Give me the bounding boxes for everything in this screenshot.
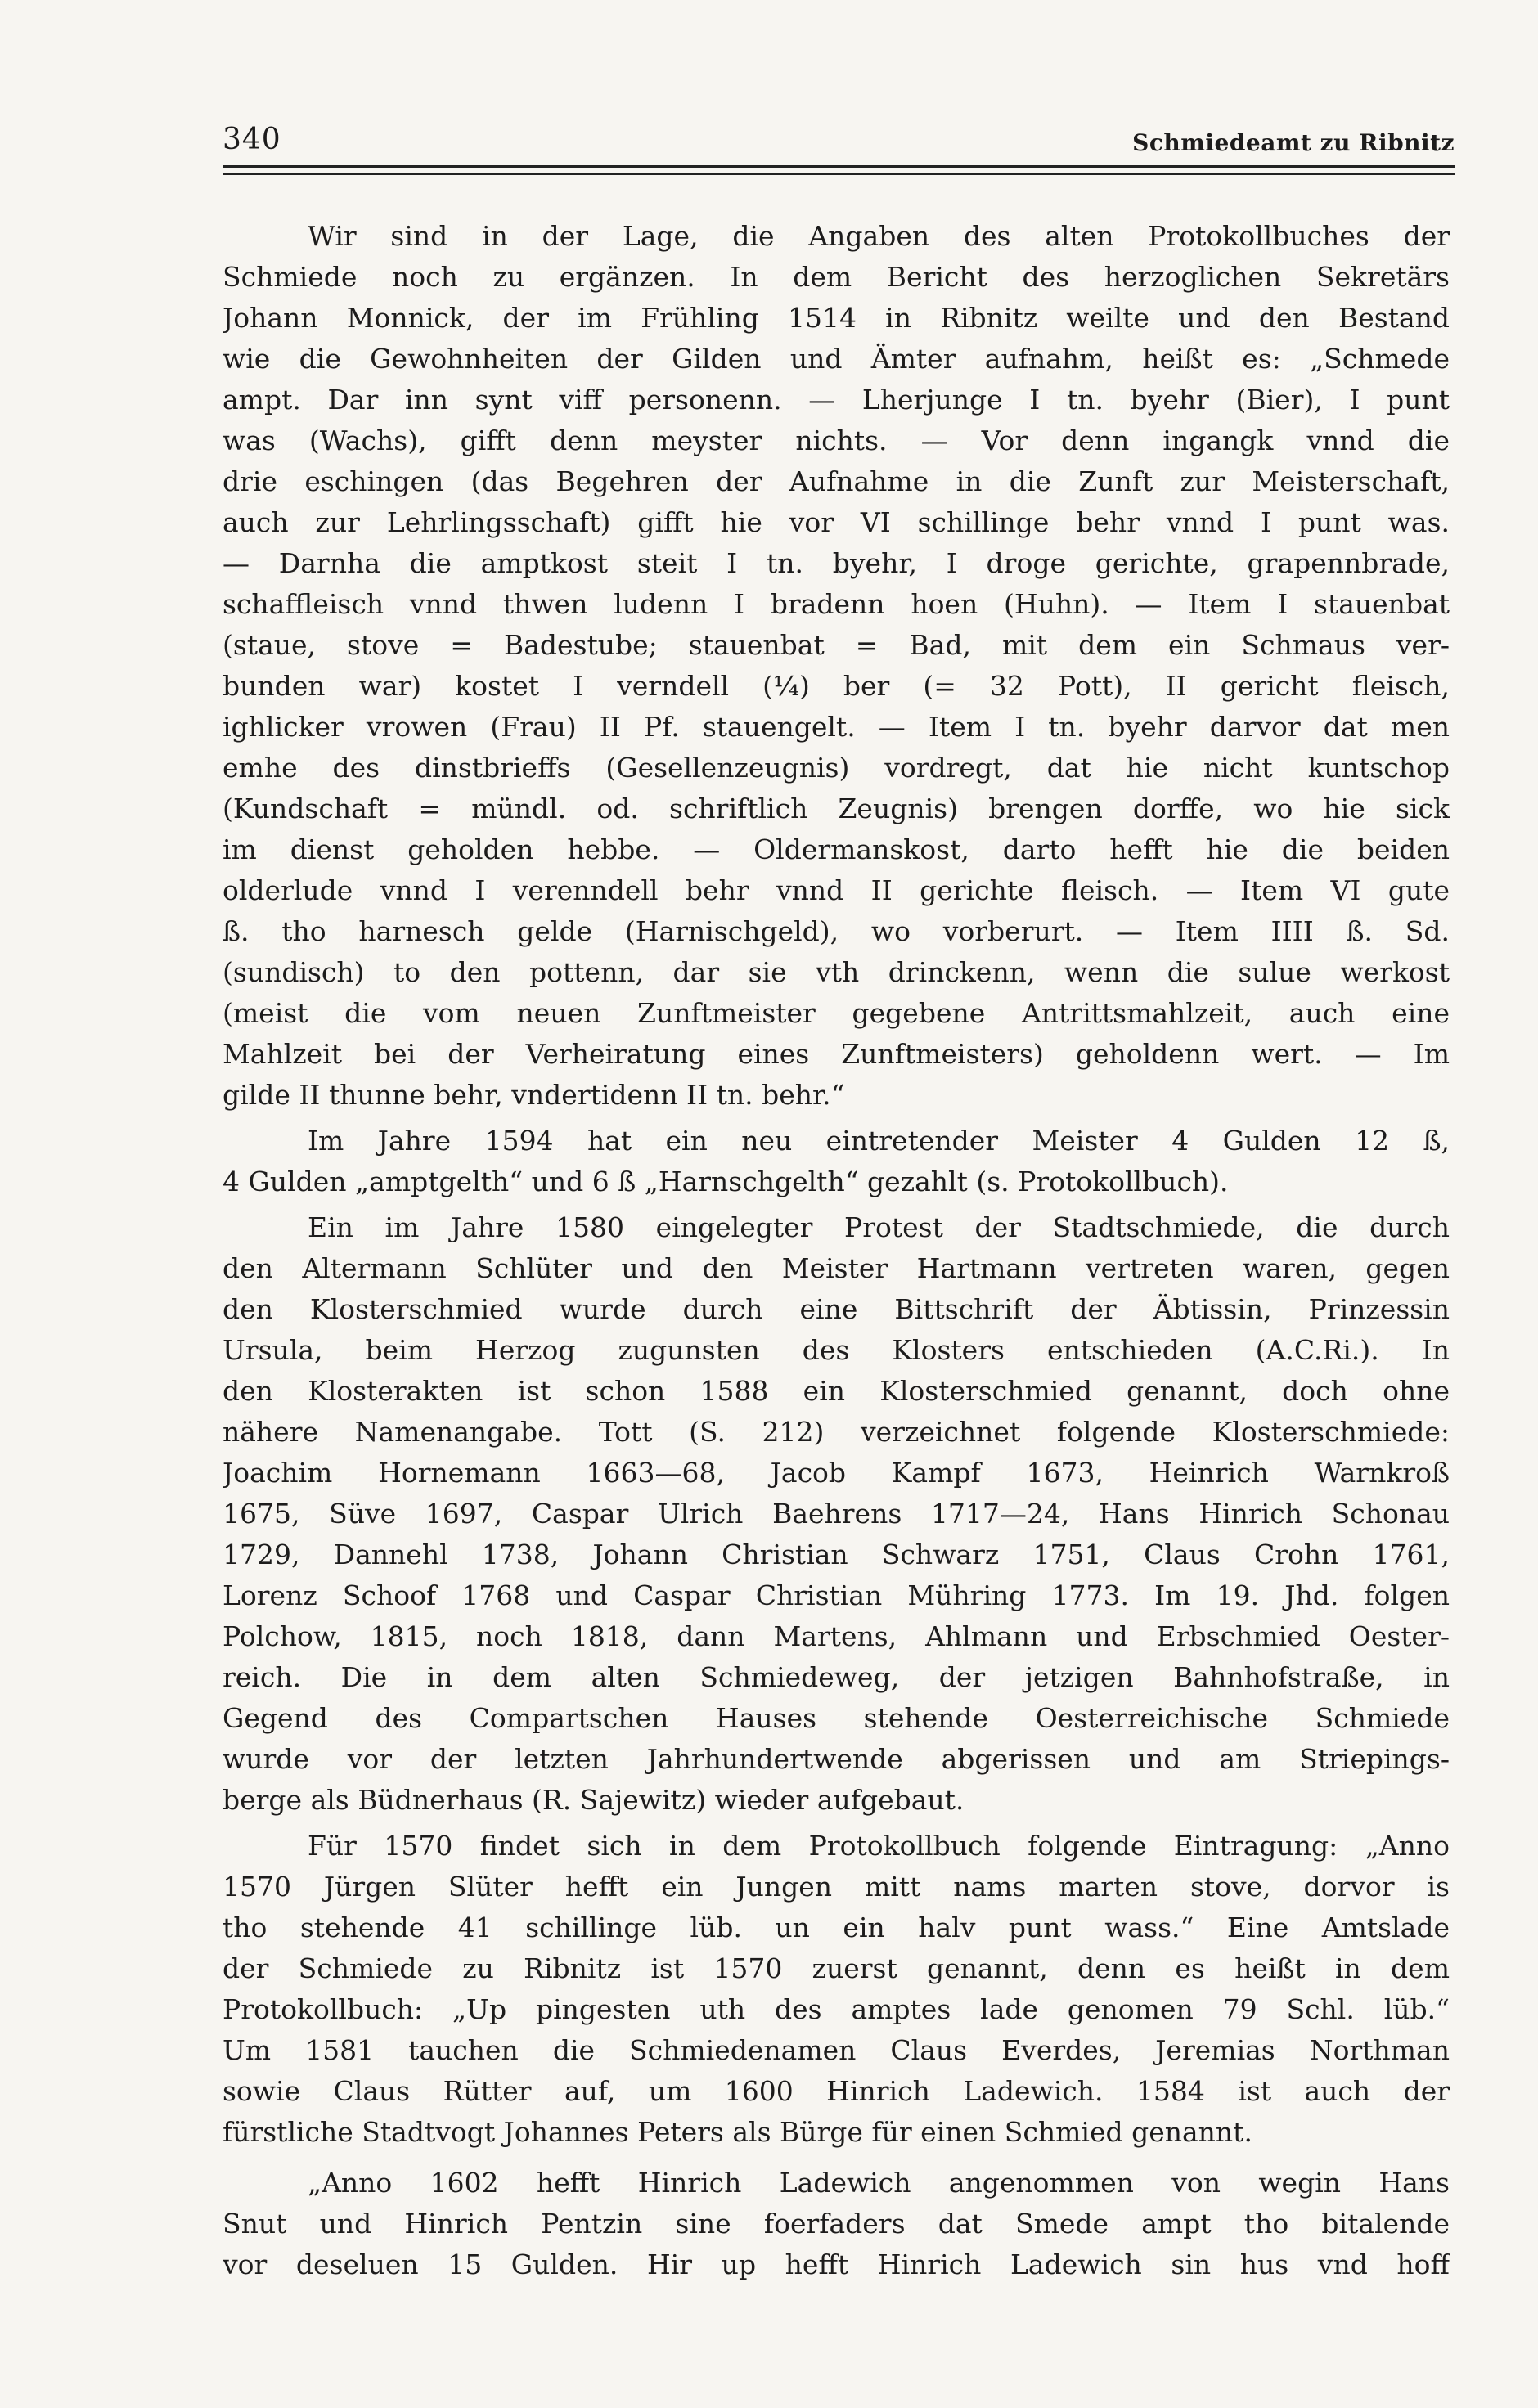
text-line: drie eschingen (das Begehren der Aufnahme in die Zunft zur Meisterschaft, bbox=[223, 465, 1450, 497]
header-rule-thin bbox=[223, 173, 1455, 175]
text-line: Für 1570 findet sich in dem Protokollbuch folgende Eintragung: „Anno bbox=[308, 1830, 1450, 1862]
text-line: Snut und Hinrich Pentzin sine foerfaders dat Smede ampt tho bitalende bbox=[223, 2208, 1450, 2240]
text-line: fürstliche Stadtvogt Johannes Peters als Bürge für einen Schmied genannt. bbox=[223, 2116, 1252, 2148]
text-line: reich. Die in dem alten Schmiedeweg, der jetzigen Bahnhofstraße, in bbox=[223, 1661, 1450, 1693]
text-line: Wir sind in der Lage, die Angaben des alten Protokollbuches der bbox=[308, 220, 1450, 252]
text-line: olderlude vnnd I verenndell behr vnnd II gerichte fleisch. — Item VI gute bbox=[223, 874, 1450, 906]
text-line: 1729, Dannehl 1738, Johann Christian Schwarz 1751, Claus Crohn 1761, bbox=[223, 1539, 1450, 1570]
text-line: emhe des dinstbrieffs (Gesellenzeugnis) vordregt, dat hie nicht kuntschop bbox=[223, 752, 1450, 784]
text-line: im dienst geholden hebbe. — Oldermanskost, darto hefft hie die beiden bbox=[223, 833, 1450, 865]
text-line: Protokollbuch: „Up pingesten uth des amptes lade genomen 79 Schl. lüb.“ bbox=[223, 1993, 1450, 2025]
header-rule-thick bbox=[223, 165, 1455, 168]
text-line: Gegend des Compartschen Hauses stehende Oesterreichische Schmiede bbox=[223, 1702, 1450, 1734]
page-header bbox=[223, 123, 1455, 172]
text-line: auch zur Lehrlingsschaft) gifft hie vor VI schillinge behr vnnd I punt was. bbox=[223, 506, 1450, 538]
text-line: Ein im Jahre 1580 eingelegter Protest der Stadtschmiede, die durch bbox=[308, 1211, 1450, 1243]
text-line: Polchow, 1815, noch 1818, dann Martens, Ahlmann und Erbschmied Oester- bbox=[223, 1620, 1450, 1652]
text-line: bunden war) kostet I verndell (¼) ber (= 32 Pott), II gericht fleisch, bbox=[223, 670, 1450, 702]
text-line: was (Wachs), gifft denn meyster nichts. — Vor denn ingangk vnnd die bbox=[223, 425, 1450, 456]
page-number: 340 bbox=[223, 123, 281, 156]
text-line: den Altermann Schlüter und den Meister Hartmann vertreten waren, gegen bbox=[223, 1252, 1450, 1284]
text-line: „Anno 1602 hefft Hinrich Ladewich angenommen von wegin Hans bbox=[308, 2167, 1450, 2199]
running-title: Schmiedeamt zu Ribnitz bbox=[1132, 129, 1455, 156]
text-line: Im Jahre 1594 hat ein neu eintretender Meister 4 Gulden 12 ß, bbox=[308, 1125, 1450, 1157]
text-line: (sundisch) to den pottenn, dar sie vth drinckenn, wenn die sulue werkost bbox=[223, 956, 1450, 988]
text-line: (meist die vom neuen Zunftmeister gegebene Antrittsmahlzeit, auch eine bbox=[223, 997, 1450, 1029]
text-line: schaffleisch vnnd thwen ludenn I bradenn hoen (Huhn). — Item I stauenbat bbox=[223, 588, 1450, 620]
text-line: Mahlzeit bei der Verheiratung eines Zunftmeisters) geholdenn wert. — Im bbox=[223, 1038, 1450, 1070]
text-line: 1570 Jürgen Slüter hefft ein Jungen mitt nams marten stove, dorvor is bbox=[223, 1871, 1450, 1903]
text-line: den Klosterschmied wurde durch eine Bittschrift der Äbtissin, Prinzessin bbox=[223, 1293, 1450, 1325]
text-line: (staue, stove = Badestube; stauenbat = Bad, mit dem ein Schmaus ver- bbox=[223, 629, 1450, 661]
text-line: — Darnha die amptkost steit I tn. byehr, I droge gerichte, grapennbrade, bbox=[223, 547, 1450, 579]
text-line: Joachim Hornemann 1663—68, Jacob Kampf 1673, Heinrich Warnkroß bbox=[223, 1457, 1450, 1489]
text-line: Lorenz Schoof 1768 und Caspar Christian Mühring 1773. Im 19. Jhd. folgen bbox=[223, 1579, 1450, 1611]
text-line: Johann Monnick, der im Frühling 1514 in Ribnitz weilte und den Bestand bbox=[223, 302, 1450, 334]
text-line: ighlicker vrowen (Frau) II Pf. stauengelt. — Item I tn. byehr darvor dat men bbox=[223, 711, 1450, 743]
text-line: der Schmiede zu Ribnitz ist 1570 zuerst genannt, denn es heißt in dem bbox=[223, 1952, 1450, 1984]
text-line: Schmiede noch zu ergänzen. In dem Bericht des herzoglichen Sekretärs bbox=[223, 261, 1450, 293]
text-line: den Klosterakten ist schon 1588 ein Klosterschmied genannt, doch ohne bbox=[223, 1375, 1450, 1407]
text-line: tho stehende 41 schillinge lüb. un ein halv punt wass.“ Eine Amtslade bbox=[223, 1912, 1450, 1943]
text-line: nähere Namenangabe. Tott (S. 212) verzeichnet folgende Klosterschmiede: bbox=[223, 1416, 1450, 1448]
text-line: ampt. Dar inn synt viff personenn. — Lherjunge I tn. byehr (Bier), I punt bbox=[223, 384, 1450, 416]
body-text bbox=[223, 216, 1450, 2285]
text-line: gilde II thunne behr, vndertidenn II tn. behr.“ bbox=[223, 1079, 845, 1111]
text-line: Ursula, beim Herzog zugunsten des Klosters entschieden (A.C.Ri.). In bbox=[223, 1334, 1450, 1366]
text-line: 1675, Süve 1697, Caspar Ulrich Baehrens 1717—24, Hans Hinrich Schonau bbox=[223, 1498, 1450, 1530]
text-line: (Kundschaft = mündl. od. schriftlich Zeugnis) brengen dorffe, wo hie sick bbox=[223, 793, 1450, 824]
text-line: 4 Gulden „amptgelth“ und 6 ß „Harnschgelth“ gezahlt (s. Protokollbuch). bbox=[223, 1166, 1229, 1197]
text-line: sowie Claus Rütter auf, um 1600 Hinrich Ladewich. 1584 ist auch der bbox=[223, 2075, 1450, 2107]
text-line: wurde vor der letzten Jahrhundertwende abgerissen und am Striepings- bbox=[223, 1743, 1450, 1775]
text-line: wie die Gewohnheiten der Gilden und Ämter aufnahm, heißt es: „Schmede bbox=[223, 343, 1450, 375]
text-line: berge als Büdnerhaus (R. Sajewitz) wieder aufgebaut. bbox=[223, 1784, 965, 1816]
text-line: ß. tho harnesch gelde (Harnischgeld), wo vorberurt. — Item IIII ß. Sd. bbox=[223, 915, 1450, 947]
text-line: Um 1581 tauchen die Schmiedenamen Claus Everdes, Jeremias Northman bbox=[223, 2034, 1450, 2066]
text-line: vor deseluen 15 Gulden. Hir up hefft Hinrich Ladewich sin hus vnd hoff bbox=[223, 2249, 1450, 2280]
